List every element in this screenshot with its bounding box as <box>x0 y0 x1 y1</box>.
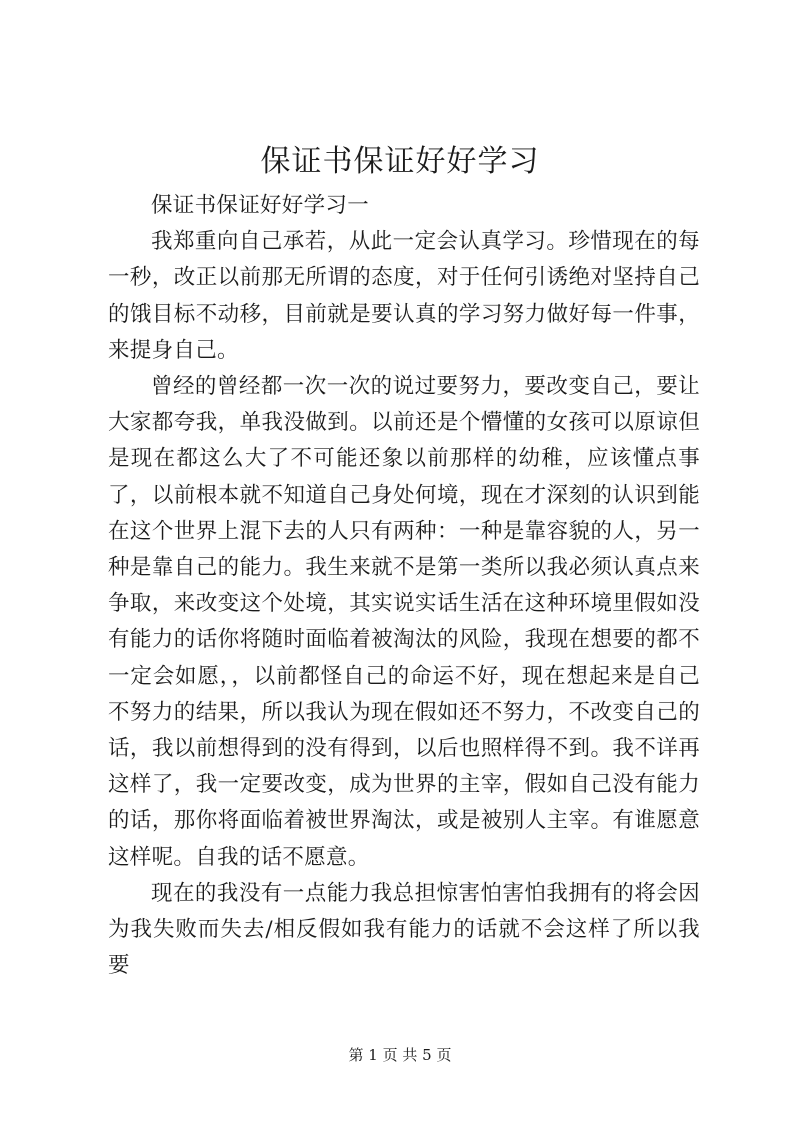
paragraph-2: 曾经的曾经都一次一次的说过要努力，要改变自己，要让大家都夸我，单我没做到。以前还是个懵懂的女孩可以原谅但是现在都这么大了不可能还象以前那样的幼稚，应该懂点事了，以前根本就不知道自己身处何境，现在才深刻的认识到能在这个世界上混下去的人只有两种：一种是靠容貌的人，另一种是靠自己的能力。我生来就不是第一类所以我必须认真点来争取，来改变这个处境，其实说实话生活在这种环境里假如没有能力的话你将随时面临着被淘汰的风险，我现在想要的都不一定会如愿，，以前都怪自己的命运不好，现在想起来是自己不努力的结果，所以我认为现在假如还不努力，不改变自己的话，我以前想得到的没有得到，以后也照样得不到。我不详再这样了，我一定要改变，成为世界的主宰，假如自己没有能力的话，那你将面临着被世界淘汰，或是被别人主宰。有谁愿意这样呢。自我的话不愿意。 <box>108 374 700 870</box>
paragraph-subtitle: 保证书保证好好学习一 <box>151 193 370 218</box>
document-body <box>108 188 700 984</box>
page-number-footer: 第 1 页 共 5 页 <box>348 1046 452 1064</box>
document-title: 保证书保证好好学习 <box>260 144 540 179</box>
paragraph-1: 我郑重向自己承若，从此一定会认真学习。珍惜现在的每一秒，改正以前那无所谓的态度，对于任何引诱绝对坚持自己的饿目标不动移，目前就是要认真的学习努力做好每一件事，来提身自己。 <box>108 229 700 363</box>
paragraph-3: 现在的我没有一点能力我总担惊害怕害怕我拥有的将会因为我失败而失去/相反假如我有能力的话就不会这样了所以我要 <box>108 880 700 979</box>
